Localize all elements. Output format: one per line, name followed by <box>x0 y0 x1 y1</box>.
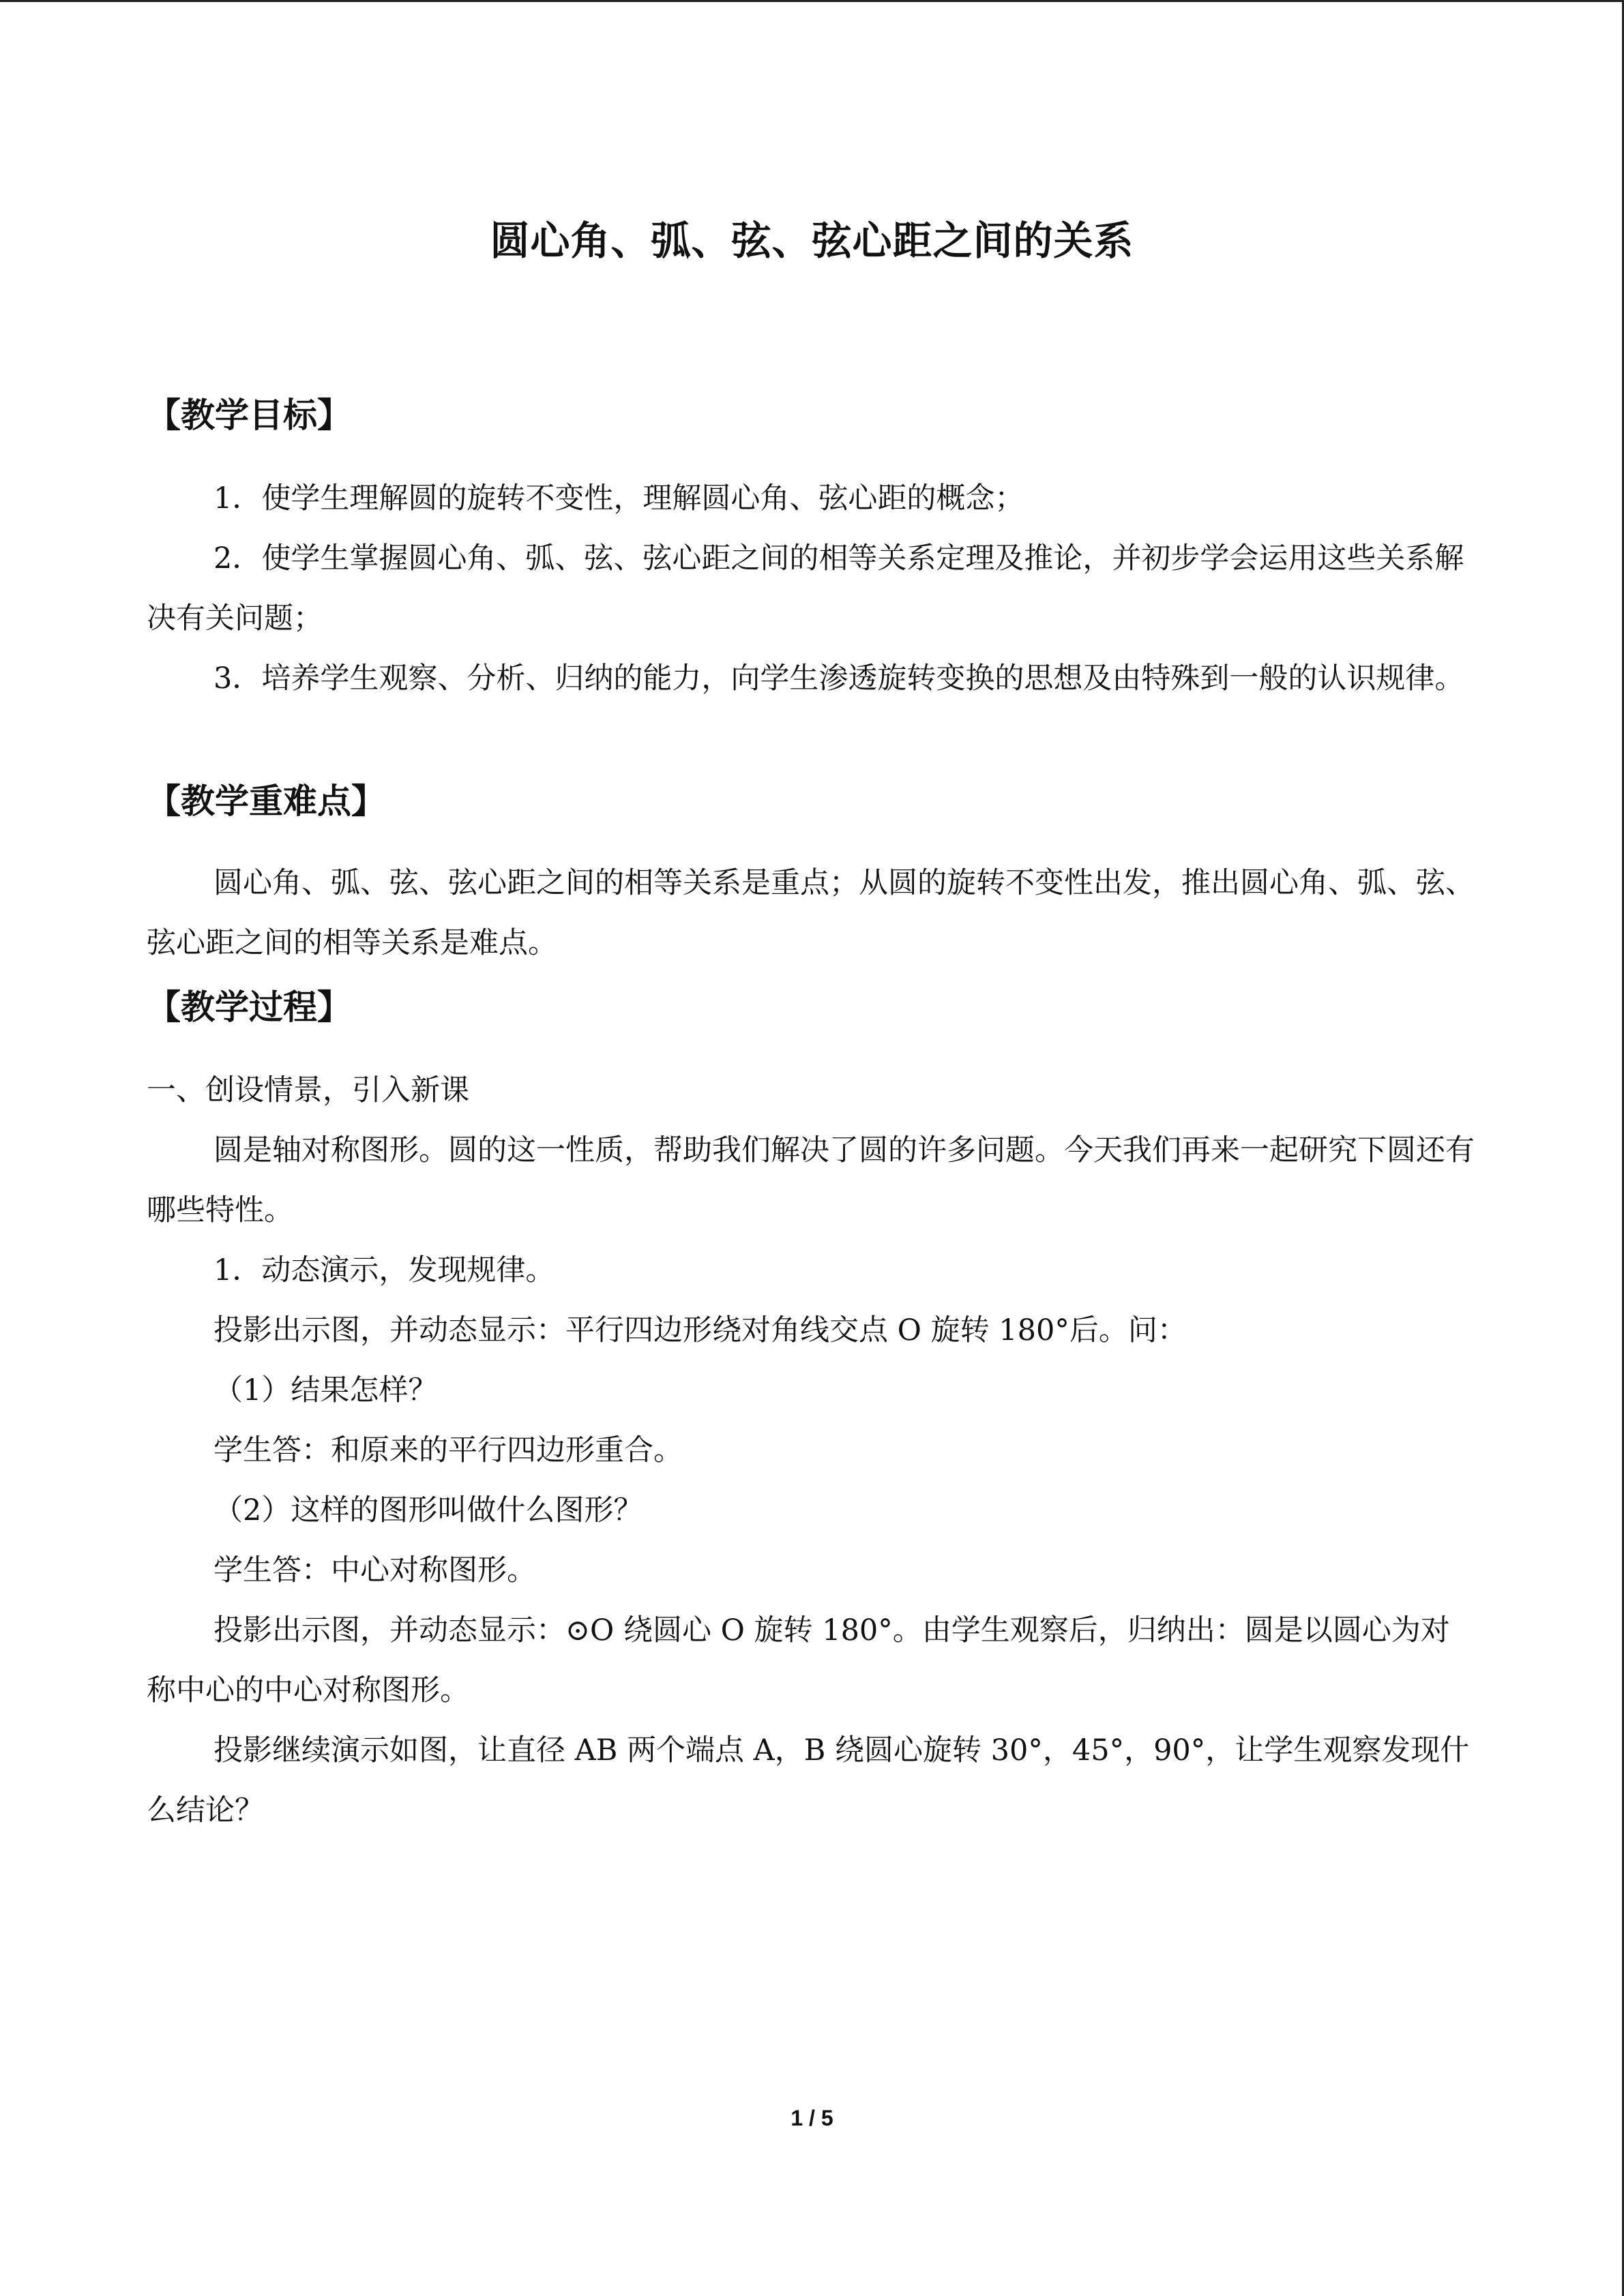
process-answer-1: 学生答：和原来的平行四边形重合。 <box>213 1433 683 1467</box>
page-number: 1 / 5 <box>791 2106 833 2130</box>
goal-item-2: 2．使学生掌握圆心角、弧、弦、弦心距之间的相等关系定理及推论，并初步学会运用这些关系解决有关问题； <box>147 541 1464 636</box>
process-projection-1: 投影出示图，并动态显示：平行四边形绕对角线交点 O 旋转 180°后。问： <box>213 1313 1187 1347</box>
section-heading-keypoints: 【教学重难点】 <box>147 781 385 821</box>
process-projection-2: 投影出示图，并动态显示：⊙O 绕圆心 O 旋转 180°。由学生观察后，归纳出：圆是以圆心为对称中心的中心对称图形。 <box>147 1613 1450 1708</box>
section-heading-process: 【教学过程】 <box>147 987 351 1027</box>
goal-item-1: 1．使学生理解圆的旋转不变性，理解圆心角、弦心距的概念； <box>213 481 1024 516</box>
process-answer-2: 学生答：中心对称图形。 <box>213 1553 536 1587</box>
keypoints-text: 圆心角、弧、弦、弦心距之间的相等关系是重点；从圆的旋转不变性出发，推出圆心角、弧、弦、弦心距之间的相等关系是难点。 <box>147 866 1475 960</box>
process-step-1: 1．动态演示，发现规律。 <box>213 1253 555 1287</box>
process-subheading: 一、创设情景，引入新课 <box>147 1073 469 1107</box>
process-projection-3: 投影继续演示如图，让直径 AB 两个端点 A，B 绕圆心旋转 30°，45°，90°，让学生观察发现什么结论？ <box>147 1733 1470 1828</box>
process-intro: 圆是轴对称图形。圆的这一性质，帮助我们解决了圆的许多问题。今天我们再来一起研究下圆还有哪些特性。 <box>147 1133 1475 1227</box>
goal-item-3: 3．培养学生观察、分析、归纳的能力，向学生渗透旋转变换的思想及由特殊到一般的认识规律。 <box>213 661 1464 696</box>
process-question-2: （2）这样的图形叫做什么图形？ <box>213 1493 643 1527</box>
document-title: 圆心角、弧、弦、弦心距之间的关系 <box>490 218 1134 264</box>
process-question-1: （1）结果怎样？ <box>213 1373 438 1407</box>
section-heading-goals: 【教学目标】 <box>147 395 351 435</box>
